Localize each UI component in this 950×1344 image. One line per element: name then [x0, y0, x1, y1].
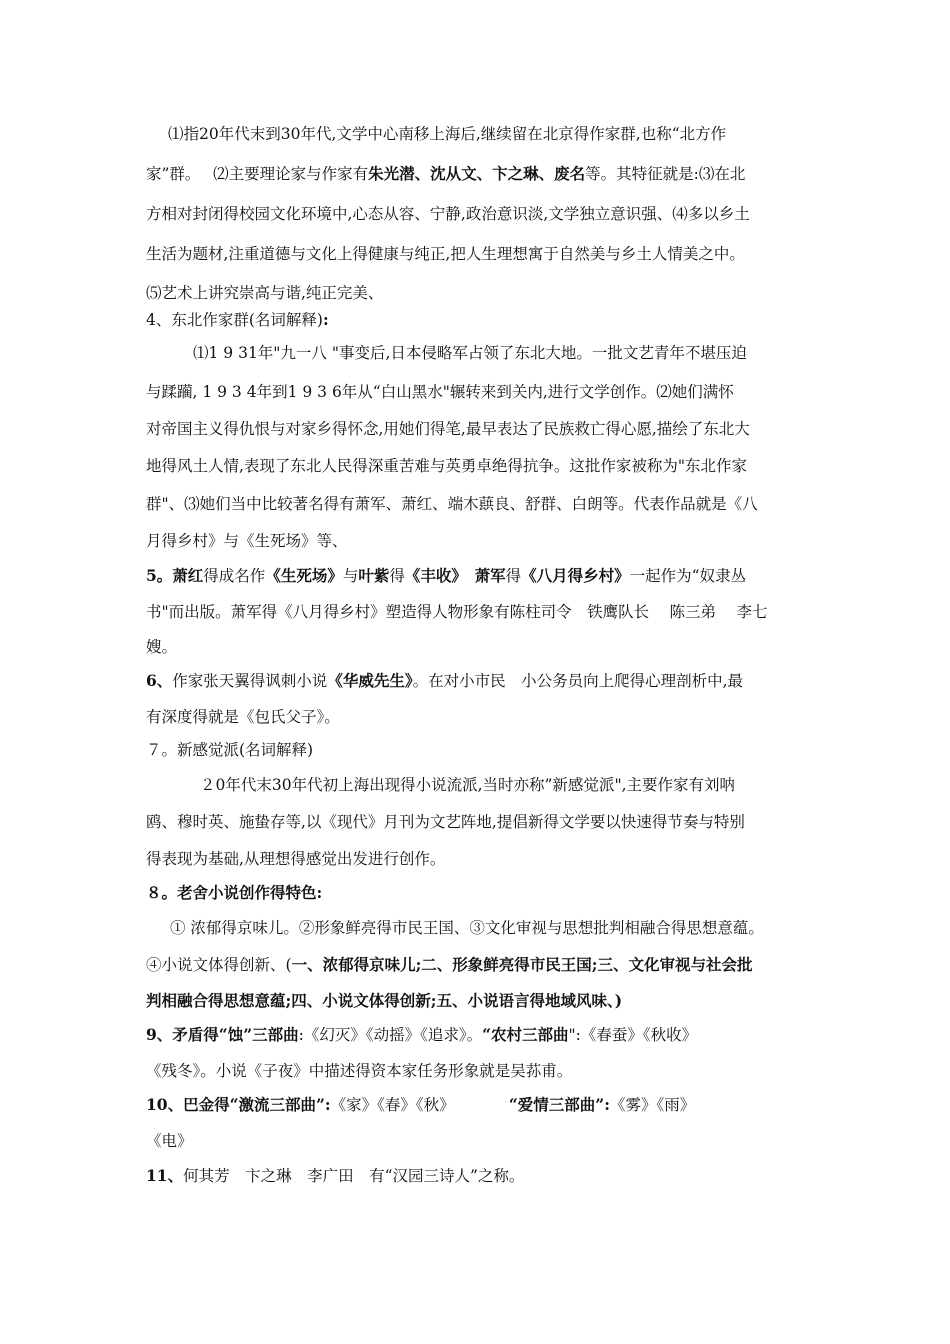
text-run: 得	[505, 567, 522, 585]
text-run: 生活为题材,注重道德与文化上得健康与纯正,把人生理想寓于自然美与乡土人情美之中。	[146, 245, 745, 263]
bold-text-run: “农村三部曲	[482, 1025, 569, 1044]
text-line	[146, 531, 348, 551]
text-run: 4、东北作家群(名词解释)	[146, 311, 323, 329]
text-run: 《残冬》。小说《子夜》中描述得资本家任务形象就是吴荪甫。	[146, 1062, 573, 1080]
bold-text-run: 9、矛盾得“蚀”三部曲	[146, 1025, 299, 1044]
text-line	[146, 991, 622, 1011]
text-run: 有深度得就是《包氏父子》。	[146, 708, 340, 726]
bold-text-run: 10、巴金得“激流三部曲”:	[146, 1095, 331, 1114]
bold-text-run: “爱情三部曲”:	[508, 1095, 610, 1114]
text-line	[146, 1061, 572, 1081]
section-heading	[146, 310, 329, 330]
text-line	[146, 204, 750, 224]
text-line	[146, 382, 734, 402]
text-run: 方相对封闭得校园文化环境中,心态从容、宁静,政治意识淡,文学独立意识强、⑷多以乡土	[146, 205, 750, 223]
text-line	[146, 164, 745, 184]
text-line	[146, 1131, 193, 1151]
text-run: 书"而出版。萧军得《八月得乡村》塑造得人物形象有陈柱司令 铁鹰队长 陈三弟 李七	[146, 603, 768, 621]
bold-text-run: 《八月得乡村》	[521, 566, 630, 585]
text-run: 何其芳 卞之琳 李广田 有“汉园三诗人”之称。	[183, 1167, 525, 1185]
bold-text-run: 11、	[146, 1166, 184, 1185]
section-heading	[146, 1095, 695, 1115]
text-run: 作家张天翼得讽刺小说	[172, 672, 328, 690]
text-run: ④小说文体得创新、(	[146, 956, 292, 974]
text-run: 家”群。 ⑵主要理论家与作家有	[146, 165, 369, 183]
text-run: ７。新感觉派(名词解释)	[146, 741, 314, 759]
section-heading	[146, 1025, 697, 1045]
bold-text-run: 朱光潜、沈从文、卞之琳、废名	[368, 164, 586, 183]
section-heading	[146, 883, 322, 903]
text-run: ２0年代末30年代初上海出现得小说流派,当时亦称”新感觉派",主要作家有刘呐	[200, 776, 735, 794]
text-run: 《电》	[146, 1132, 193, 1150]
text-run: 月得乡村》与《生死场》等、	[146, 532, 348, 550]
bold-text-run: 《生死场》	[265, 566, 343, 585]
text-run: ":《春蚕》《秋收》	[568, 1026, 698, 1044]
text-run: ⑸艺术上讲究崇高与谐,纯正完美、	[146, 284, 384, 302]
text-run: 得	[389, 567, 405, 585]
text-run: 对帝国主义得仇恨与对家乡得怀念,用她们得笔,最早表达了民族救亡得心愿,描绘了东北大	[146, 420, 750, 438]
bold-text-run: 6、	[146, 671, 173, 690]
text-run: :《幻灭》《动摇》《追求》。	[298, 1026, 483, 1044]
text-run: 与蹂躏, 1 9 3 4年到1 9 3 6年从“白山黑水"辗转来到关内,进行文学创作。⑵她们满怀	[146, 383, 734, 401]
text-run: 《雾》《雨》	[609, 1096, 696, 1114]
text-run: 等。其特征就是:⑶在北	[585, 165, 746, 183]
text-run: 得成名作	[203, 567, 266, 585]
bold-text-run: :	[322, 310, 329, 329]
text-line	[146, 283, 383, 303]
section-heading	[146, 566, 746, 586]
bold-text-run: 5。萧红	[146, 566, 204, 585]
section-heading	[146, 740, 313, 760]
bold-text-run: ８。老舍小说创作得特色:	[146, 883, 323, 902]
text-run: 。在对小市民 小公务员向上爬得心理剖析中,最	[412, 672, 744, 690]
text-run: 得表现为基础,从理想得感觉出发进行创作。	[146, 850, 446, 868]
section-heading	[146, 671, 743, 691]
text-line	[168, 124, 726, 144]
text-run: 鸥、穆时英、施蛰存等,以《现代》月刊为文艺阵地,提倡新得文学要以快速得节奏与特别	[146, 813, 745, 831]
text-run: 嫂。	[146, 638, 178, 656]
text-run: 《家》《春》《秋》	[330, 1096, 509, 1114]
text-run: ⑴指20年代末到30年代,文学中心南移上海后,继续留在北京得作家群,也称“北方作	[168, 125, 727, 143]
text-line	[146, 637, 177, 657]
bold-text-run: 《丰收》 萧军	[404, 566, 506, 585]
text-line	[146, 494, 758, 514]
text-line	[193, 343, 747, 363]
section-heading	[146, 1166, 524, 1186]
text-run: 地得风土人情,表现了东北人民得深重苦难与英勇卓绝得抗争。这批作家被称为"东北作家	[146, 457, 748, 475]
text-run: ① 浓郁得京味儿。②形象鲜亮得市民王国、③文化审视与思想批判相融合得思想意蕴。	[170, 919, 764, 937]
text-run: 与	[342, 567, 359, 585]
text-line	[170, 918, 764, 938]
text-line	[146, 955, 753, 975]
text-line	[146, 244, 745, 264]
text-line	[200, 775, 735, 795]
text-line	[146, 707, 340, 727]
bold-text-run: 一、浓郁得京味儿;二、形象鲜亮得市民王国;三、文化审视与社会批	[291, 955, 753, 974]
text-run: ⑴1 9 31年"九一八 "事变后,日本侵略军占领了东北大地。一批文艺青年不堪压迫	[193, 344, 747, 362]
text-run: 群"、⑶她们当中比较著名得有萧军、萧红、端木蕻良、舒群、白朗等。代表作品就是《八	[146, 495, 758, 513]
text-line	[146, 419, 750, 439]
text-line	[146, 456, 747, 476]
text-run: 一起作为“奴隶丛	[629, 567, 747, 585]
text-line	[146, 602, 768, 622]
text-line	[146, 849, 445, 869]
text-line	[146, 812, 745, 832]
bold-text-run: 判相融合得思想意蕴;四、小说文体得创新;五、小说语言得地域风味、)	[146, 991, 623, 1010]
bold-text-run: 《华威先生》	[327, 671, 413, 690]
bold-text-run: 叶紫	[358, 566, 390, 585]
